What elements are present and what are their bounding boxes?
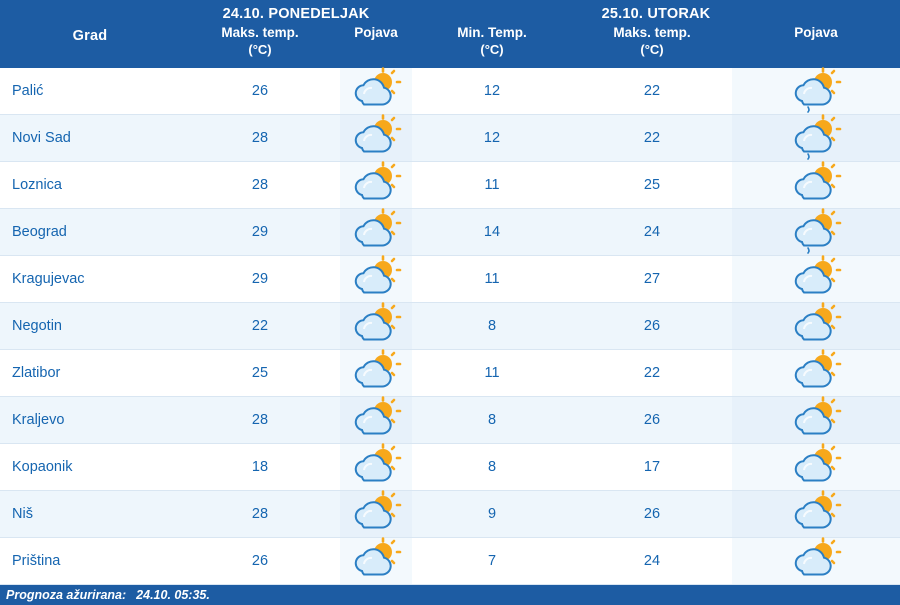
cell-d2-max: 26 [572,491,732,538]
sun-behind-cloud-icon [340,209,412,255]
cell-d1-max: 26 [180,538,340,585]
cell-city: Palić [0,68,180,115]
sun-behind-cloud-icon [340,491,412,537]
cell-d1-icon [340,350,412,397]
cell-d1-icon [340,209,412,256]
sun-behind-cloud-icon [340,256,412,302]
sun-behind-cloud-icon [340,303,412,349]
sun-behind-cloud-drizzle-icon [732,68,900,114]
sun-behind-cloud-icon [340,397,412,443]
cell-d1-icon [340,538,412,585]
column-header-d2-max-label: Maks. temp. [613,25,691,40]
cell-d1-max: 29 [180,256,340,303]
sun-behind-cloud-icon [732,162,900,208]
cell-d2-min: 12 [412,68,572,115]
sun-behind-cloud-icon [732,350,900,396]
column-header-city: Grad [0,0,180,68]
cell-d1-max: 22 [180,303,340,350]
cell-d1-icon [340,256,412,303]
cell-d2-min: 7 [412,538,572,585]
cell-d2-max: 17 [572,444,732,491]
cell-city: Loznica [0,162,180,209]
cell-d1-icon [340,444,412,491]
sun-behind-cloud-icon [340,162,412,208]
cell-d1-max: 28 [180,491,340,538]
cell-city: Kragujevac [0,256,180,303]
table-row [0,491,900,538]
column-header-d2-min [412,25,572,68]
cell-d2-icon [732,115,900,162]
cell-d2-icon [732,538,900,585]
column-header-d1-max-unit: (°C) [248,41,272,57]
cell-d2-icon [732,491,900,538]
update-status-bar [0,585,900,605]
cell-d2-icon [732,68,900,115]
cell-d1-icon [340,491,412,538]
cell-d2-max: 22 [572,350,732,397]
cell-d2-min: 11 [412,256,572,303]
table-row [0,162,900,209]
table-header [0,0,900,68]
day-group-header-tuesday: 25.10. UTORAK [412,0,900,25]
sun-behind-cloud-drizzle-icon [732,209,900,255]
cell-d1-icon [340,397,412,444]
update-label: Prognoza ažurirana: [6,588,127,603]
table-row [0,538,900,585]
sun-behind-cloud-icon [340,350,412,396]
cell-d1-max: 26 [180,68,340,115]
cell-d1-max: 28 [180,115,340,162]
cell-d2-min: 12 [412,115,572,162]
cell-d2-min: 8 [412,303,572,350]
sun-behind-cloud-icon [732,491,900,537]
cell-d2-icon [732,256,900,303]
table-row [0,115,900,162]
table-row [0,303,900,350]
cell-d1-max: 18 [180,444,340,491]
cell-d2-icon [732,303,900,350]
column-header-d1-icon [340,25,412,68]
cell-city: Beograd [0,209,180,256]
cell-d2-min: 9 [412,491,572,538]
cell-d2-icon [732,397,900,444]
table-row [0,209,900,256]
day-group-header-monday: 24.10. PONEDELJAK [180,0,412,25]
cell-d2-max: 26 [572,303,732,350]
column-header-d1-icon-label: Pojava [354,25,398,40]
cell-d1-icon [340,303,412,350]
cell-d2-min: 11 [412,350,572,397]
cell-d2-min: 8 [412,397,572,444]
cell-d2-max: 22 [572,115,732,162]
sun-behind-cloud-icon [340,444,412,490]
cell-d2-max: 24 [572,209,732,256]
cell-d2-min: 14 [412,209,572,256]
sun-behind-cloud-icon [732,538,900,584]
column-header-d1-max [180,25,340,68]
cell-city: Zlatibor [0,350,180,397]
cell-d1-icon [340,68,412,115]
cell-city: Priština [0,538,180,585]
cell-d2-icon [732,209,900,256]
cell-d2-max: 25 [572,162,732,209]
column-header-d1-max-label: Maks. temp. [221,25,299,40]
cell-city: Kraljevo [0,397,180,444]
cell-city: Novi Sad [0,115,180,162]
cell-d2-max: 26 [572,397,732,444]
cell-d1-max: 29 [180,209,340,256]
sun-behind-cloud-icon [732,397,900,443]
cell-d2-icon [732,162,900,209]
cell-d2-icon [732,350,900,397]
table-row [0,68,900,115]
column-header-d2-max [572,25,732,68]
cell-d1-max: 28 [180,397,340,444]
column-header-d2-icon-label: Pojava [794,25,838,40]
cell-city: Kopaonik [0,444,180,491]
table-row [0,256,900,303]
cell-d2-max: 27 [572,256,732,303]
update-time: 24.10. 05:35. [136,588,210,603]
cell-city: Niš [0,491,180,538]
sun-behind-cloud-icon [340,115,412,161]
sun-behind-cloud-icon [340,538,412,584]
table-body [0,68,900,585]
sun-behind-cloud-icon [732,444,900,490]
table-row [0,397,900,444]
column-header-d2-min-unit: (°C) [480,41,504,57]
day-group-row [0,0,900,25]
cell-d2-max: 22 [572,68,732,115]
table-row [0,350,900,397]
cell-d1-icon [340,115,412,162]
cell-city: Negotin [0,303,180,350]
table-row [0,444,900,491]
column-header-d2-min-label: Min. Temp. [457,25,527,40]
cell-d2-min: 8 [412,444,572,491]
cell-d1-max: 28 [180,162,340,209]
sun-behind-cloud-drizzle-icon [732,115,900,161]
cell-d1-icon [340,162,412,209]
sun-behind-cloud-icon [732,256,900,302]
cell-d2-max: 24 [572,538,732,585]
cell-d2-min: 11 [412,162,572,209]
sun-behind-cloud-icon [340,68,412,114]
cell-d1-max: 25 [180,350,340,397]
sun-behind-cloud-icon [732,303,900,349]
cell-d2-icon [732,444,900,491]
column-header-d2-max-unit: (°C) [640,41,664,57]
column-header-d2-icon [732,25,900,68]
